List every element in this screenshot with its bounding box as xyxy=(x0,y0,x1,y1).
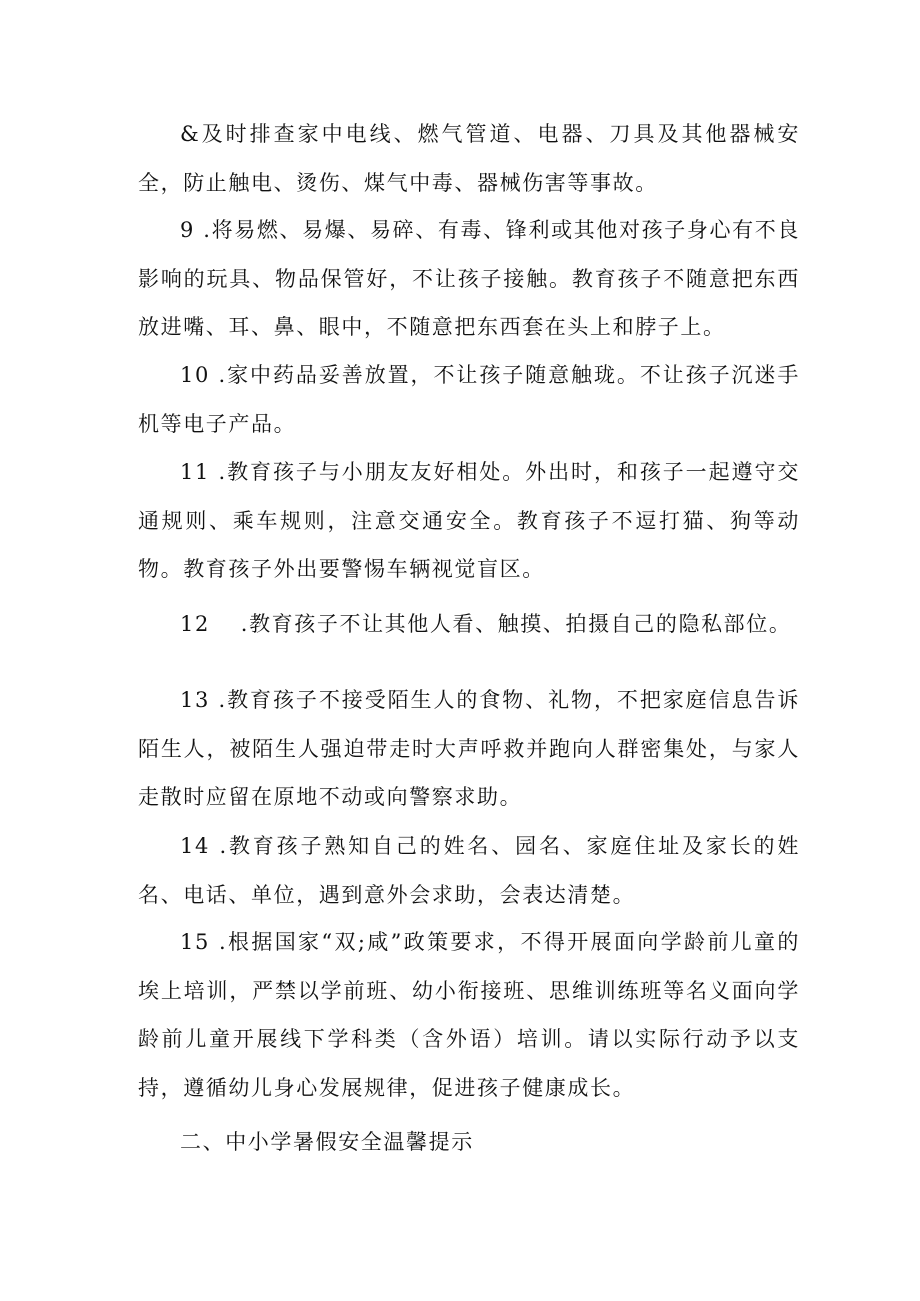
paragraph-item-8: &及时排查家中电线、燃气管道、电器、刀具及其他器械安全，防止触电、烫伤、煤气中毒、器械伤害等事故。 xyxy=(138,122,800,195)
paragraph-item-9: 9 .将易燃、易爆、易碎、有毒、锋利或其他对孩子身心有不良影响的玩具、物品保管好，不让孩子接触。教育孩子不随意把东西放进嘴、耳、鼻、眼中，不随意把东西套在头上和脖子上。 xyxy=(138,218,800,339)
paragraph-item-12: 12 .教育孩子不让其他人看、触摸、拍摄自己的隐私部位。 xyxy=(180,612,792,636)
section-heading: 二、中小学暑假安全温馨提示 xyxy=(180,1130,474,1154)
paragraph-item-10: 10 .家中药品妥善放置，不让孩子随意触珑。不让孩子沉迷手机等电子产品。 xyxy=(138,363,800,436)
paragraph-item-11: 11 .教育孩子与小朋友友好相处。外出时，和孩子一起遵守交通规则、乘车规则，注意交通安全。教育孩子不逗打猫、狗等动物。教育孩子外出要警惕车辆视觉盲区。 xyxy=(138,460,800,581)
paragraph-item-13: 13 .教育孩子不接受陌生人的食物、礼物，不把家庭信息告诉陌生人，被陌生人强迫带走时大声呼救并跑向人群密集处，与家人走散时应留在原地不动或向警察求助。 xyxy=(138,688,800,809)
paragraph-item-14: 14 .教育孩子熟知自己的姓名、园名、家庭住址及家长的姓名、电话、单位，遇到意外会求助，会表达清楚。 xyxy=(138,834,800,907)
paragraph-item-15: 15 .根据国家“双;咸”政策要求，不得开展面向学龄前儿童的埃上培训，严禁以学前班、幼小衔接班、思维训练班等名义面向学龄前儿童开展线下学科类（含外语）培训。请以实际行动予以支持，遵循幼儿身心发展规律，促进孩子健康成长。 xyxy=(138,930,800,1100)
